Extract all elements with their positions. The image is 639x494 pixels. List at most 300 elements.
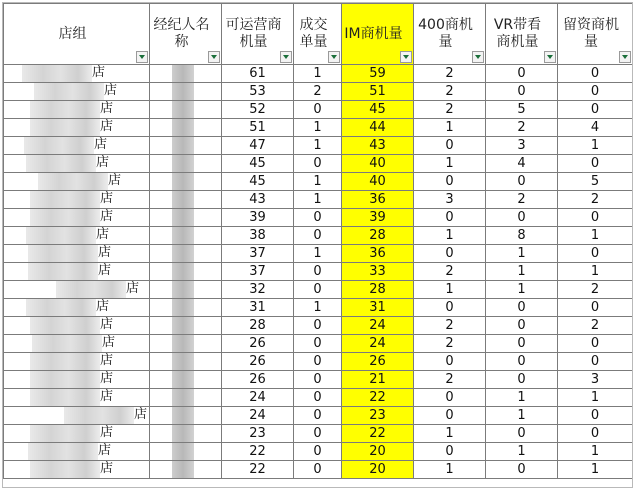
table-row[interactable] [4, 407, 633, 425]
cell-stay[interactable]: 0 [558, 83, 633, 101]
cell-call400[interactable]: 1 [414, 425, 486, 443]
redacted-mosaic [30, 119, 100, 136]
store-suffix: 店 [96, 227, 110, 242]
cell-store[interactable] [4, 101, 150, 119]
redacted-mosaic [28, 443, 98, 460]
redacted-mosaic [172, 299, 194, 316]
table-row[interactable] [4, 209, 633, 227]
cell-deal[interactable]: 0 [294, 281, 342, 299]
store-suffix: 店 [100, 119, 114, 134]
cell-agent[interactable] [150, 83, 222, 101]
cell-call400[interactable]: 2 [414, 317, 486, 335]
cell-stay[interactable]: 2 [558, 317, 633, 335]
table-row[interactable] [4, 173, 633, 191]
redacted-mosaic [172, 371, 194, 388]
cell-operable[interactable]: 37 [222, 245, 294, 263]
filter-dropdown-icon[interactable] [280, 51, 292, 63]
cell-stay[interactable]: 0 [558, 65, 633, 83]
filter-dropdown-icon[interactable] [208, 51, 220, 63]
redacted-mosaic [172, 443, 194, 460]
cell-im[interactable]: 40 [342, 173, 414, 191]
cell-operable[interactable]: 37 [222, 263, 294, 281]
redacted-mosaic [172, 101, 194, 118]
cell-im[interactable]: 39 [342, 209, 414, 227]
redacted-mosaic [32, 335, 102, 352]
cell-vr[interactable]: 0 [486, 317, 558, 335]
cell-agent[interactable] [150, 425, 222, 443]
cell-im[interactable]: 36 [342, 191, 414, 209]
cell-deal[interactable]: 1 [294, 137, 342, 155]
redacted-mosaic [30, 101, 100, 118]
cell-stay[interactable]: 1 [558, 263, 633, 281]
store-suffix: 店 [100, 461, 114, 476]
header-operable [222, 4, 294, 65]
filter-dropdown-icon[interactable] [328, 51, 340, 63]
cell-vr[interactable]: 1 [486, 245, 558, 263]
cell-vr[interactable]: 0 [486, 65, 558, 83]
cell-store[interactable] [4, 389, 150, 407]
store-suffix: 店 [94, 137, 108, 152]
cell-operable[interactable]: 23 [222, 425, 294, 443]
redacted-mosaic [34, 83, 104, 100]
redacted-mosaic [30, 389, 100, 406]
cell-vr[interactable]: 2 [486, 119, 558, 137]
cell-vr[interactable]: 0 [486, 299, 558, 317]
store-suffix: 店 [134, 407, 148, 422]
cell-store[interactable] [4, 65, 150, 83]
cell-im[interactable]: 40 [342, 155, 414, 173]
store-suffix: 店 [126, 281, 140, 296]
cell-call400[interactable]: 0 [414, 389, 486, 407]
cell-vr[interactable]: 8 [486, 227, 558, 245]
cell-stay[interactable]: 0 [558, 155, 633, 173]
cell-store[interactable] [4, 335, 150, 353]
cell-deal[interactable]: 1 [294, 191, 342, 209]
store-suffix: 店 [108, 173, 122, 188]
cell-deal[interactable]: 1 [294, 119, 342, 137]
cell-stay[interactable]: 0 [558, 299, 633, 317]
cell-stay[interactable]: 0 [558, 353, 633, 371]
cell-store[interactable] [4, 263, 150, 281]
redacted-mosaic [30, 353, 100, 370]
cell-operable[interactable]: 45 [222, 173, 294, 191]
cell-call400[interactable]: 0 [414, 209, 486, 227]
cell-deal[interactable]: 0 [294, 101, 342, 119]
cell-im[interactable]: 36 [342, 245, 414, 263]
table-row[interactable] [4, 371, 633, 389]
cell-vr[interactable]: 1 [486, 407, 558, 425]
cell-operable[interactable]: 28 [222, 317, 294, 335]
table-row[interactable] [4, 83, 633, 101]
redacted-mosaic [172, 119, 194, 136]
table-row[interactable] [4, 281, 633, 299]
cell-call400[interactable]: 2 [414, 263, 486, 281]
cell-im[interactable]: 24 [342, 317, 414, 335]
cell-operable[interactable]: 26 [222, 353, 294, 371]
cell-agent[interactable] [150, 353, 222, 371]
cell-vr[interactable]: 1 [486, 443, 558, 461]
store-suffix: 店 [104, 83, 118, 98]
cell-agent[interactable] [150, 317, 222, 335]
store-suffix: 店 [100, 389, 114, 404]
cell-operable[interactable]: 31 [222, 299, 294, 317]
cell-deal[interactable]: 0 [294, 443, 342, 461]
cell-deal[interactable]: 0 [294, 155, 342, 173]
cell-store[interactable] [4, 119, 150, 137]
cell-operable[interactable]: 39 [222, 209, 294, 227]
header-stay-label: 留资商机量 [563, 17, 619, 50]
cell-stay[interactable]: 3 [558, 371, 633, 389]
header-vr [486, 4, 558, 65]
cell-stay[interactable]: 0 [558, 335, 633, 353]
cell-deal[interactable]: 1 [294, 65, 342, 83]
cell-call400[interactable]: 3 [414, 191, 486, 209]
cell-operable[interactable]: 52 [222, 101, 294, 119]
cell-vr[interactable]: 0 [486, 209, 558, 227]
cell-im[interactable]: 31 [342, 299, 414, 317]
cell-agent[interactable] [150, 173, 222, 191]
redacted-mosaic [172, 353, 194, 370]
store-suffix: 店 [92, 65, 106, 80]
cell-im[interactable]: 44 [342, 119, 414, 137]
cell-im[interactable]: 26 [342, 353, 414, 371]
cell-vr[interactable]: 0 [486, 335, 558, 353]
cell-vr[interactable]: 0 [486, 461, 558, 479]
redacted-mosaic [172, 263, 194, 280]
cell-call400[interactable]: 0 [414, 443, 486, 461]
redacted-mosaic [64, 407, 134, 424]
cell-agent[interactable] [150, 65, 222, 83]
redacted-mosaic [172, 191, 194, 208]
header-stay [558, 4, 633, 65]
redacted-mosaic [30, 425, 100, 442]
cell-vr[interactable]: 3 [486, 137, 558, 155]
cell-vr[interactable]: 0 [486, 425, 558, 443]
store-suffix: 店 [100, 425, 114, 440]
header-row [4, 4, 633, 65]
cell-store[interactable] [4, 173, 150, 191]
table-row[interactable] [4, 119, 633, 137]
cell-store[interactable] [4, 353, 150, 371]
cell-store[interactable] [4, 299, 150, 317]
cell-vr[interactable]: 0 [486, 371, 558, 389]
cell-vr[interactable]: 1 [486, 263, 558, 281]
cell-vr[interactable]: 1 [486, 389, 558, 407]
redacted-mosaic [26, 227, 96, 244]
cell-store[interactable] [4, 227, 150, 245]
redacted-mosaic [26, 299, 96, 316]
cell-stay[interactable]: 1 [558, 137, 633, 155]
cell-im[interactable]: 59 [342, 65, 414, 83]
cell-agent[interactable] [150, 227, 222, 245]
header-400 [414, 4, 486, 65]
redacted-mosaic [172, 461, 194, 478]
cell-agent[interactable] [150, 209, 222, 227]
cell-call400[interactable]: 2 [414, 101, 486, 119]
table-row[interactable] [4, 317, 633, 335]
cell-agent[interactable] [150, 371, 222, 389]
cell-operable[interactable]: 43 [222, 191, 294, 209]
cell-agent[interactable] [150, 137, 222, 155]
table-row[interactable] [4, 299, 633, 317]
header-deal [294, 4, 342, 65]
cell-im[interactable]: 21 [342, 371, 414, 389]
cell-operable[interactable]: 22 [222, 461, 294, 479]
redacted-mosaic [172, 245, 194, 262]
cell-operable[interactable]: 51 [222, 119, 294, 137]
table-row[interactable] [4, 101, 633, 119]
cell-call400[interactable]: 1 [414, 119, 486, 137]
cell-agent[interactable] [150, 443, 222, 461]
cell-deal[interactable]: 0 [294, 461, 342, 479]
cell-store[interactable] [4, 425, 150, 443]
cell-stay[interactable]: 0 [558, 407, 633, 425]
filter-dropdown-icon[interactable] [136, 51, 148, 63]
cell-call400[interactable]: 1 [414, 227, 486, 245]
table-row[interactable] [4, 443, 633, 461]
cell-call400[interactable]: 1 [414, 281, 486, 299]
cell-im[interactable]: 28 [342, 227, 414, 245]
cell-vr[interactable]: 1 [486, 281, 558, 299]
data-table [3, 3, 633, 479]
cell-store[interactable] [4, 407, 150, 425]
store-suffix: 店 [100, 353, 114, 368]
cell-call400[interactable]: 0 [414, 407, 486, 425]
store-suffix: 店 [102, 335, 116, 350]
cell-store[interactable] [4, 443, 150, 461]
header-deal-label: 成交单量 [299, 17, 328, 50]
redacted-mosaic [172, 317, 194, 334]
redacted-mosaic [172, 65, 194, 82]
cell-im[interactable]: 51 [342, 83, 414, 101]
cell-operable[interactable]: 38 [222, 227, 294, 245]
table-row[interactable] [4, 353, 633, 371]
cell-stay[interactable]: 4 [558, 119, 633, 137]
cell-im[interactable]: 20 [342, 443, 414, 461]
cell-vr[interactable]: 2 [486, 191, 558, 209]
cell-store[interactable] [4, 155, 150, 173]
cell-operable[interactable]: 24 [222, 407, 294, 425]
redacted-mosaic [30, 209, 100, 226]
cell-agent[interactable] [150, 245, 222, 263]
cell-im[interactable]: 33 [342, 263, 414, 281]
header-agent [150, 4, 222, 65]
cell-deal[interactable]: 1 [294, 245, 342, 263]
header-im [342, 4, 414, 65]
store-suffix: 店 [98, 443, 112, 458]
cell-deal[interactable]: 0 [294, 371, 342, 389]
cell-agent[interactable] [150, 335, 222, 353]
cell-stay[interactable]: 2 [558, 281, 633, 299]
cell-operable[interactable]: 47 [222, 137, 294, 155]
cell-agent[interactable] [150, 389, 222, 407]
cell-call400[interactable]: 1 [414, 461, 486, 479]
store-suffix: 店 [100, 209, 114, 224]
cell-call400[interactable]: 0 [414, 137, 486, 155]
cell-store[interactable] [4, 209, 150, 227]
cell-deal[interactable]: 0 [294, 353, 342, 371]
redacted-mosaic [172, 389, 194, 406]
cell-im[interactable]: 24 [342, 335, 414, 353]
header-im-label: IM商机量 [344, 25, 403, 42]
cell-call400[interactable]: 2 [414, 335, 486, 353]
redacted-mosaic [172, 425, 194, 442]
redacted-mosaic [172, 83, 194, 100]
cell-operable[interactable]: 22 [222, 443, 294, 461]
redacted-mosaic [56, 281, 126, 298]
cell-vr[interactable]: 0 [486, 173, 558, 191]
cell-stay[interactable]: 1 [558, 443, 633, 461]
filter-dropdown-icon[interactable] [400, 51, 412, 63]
cell-im[interactable]: 23 [342, 407, 414, 425]
spreadsheet [2, 2, 633, 488]
cell-deal[interactable]: 0 [294, 227, 342, 245]
cell-stay[interactable]: 2 [558, 191, 633, 209]
table-body [4, 65, 633, 479]
table-row[interactable] [4, 425, 633, 443]
cell-vr[interactable]: 0 [486, 83, 558, 101]
cell-agent[interactable] [150, 119, 222, 137]
store-suffix: 店 [98, 245, 112, 260]
filter-dropdown-icon[interactable] [619, 51, 631, 63]
cell-deal[interactable]: 2 [294, 83, 342, 101]
cell-call400[interactable]: 2 [414, 83, 486, 101]
cell-call400[interactable]: 0 [414, 299, 486, 317]
cell-store[interactable] [4, 245, 150, 263]
redacted-mosaic [28, 263, 98, 280]
header-agent-label: 经纪人名称 [153, 17, 210, 50]
cell-stay[interactable]: 0 [558, 101, 633, 119]
cell-agent[interactable] [150, 407, 222, 425]
header-400-label: 400商机量 [418, 17, 473, 50]
cell-agent[interactable] [150, 281, 222, 299]
cell-im[interactable]: 28 [342, 281, 414, 299]
cell-vr[interactable]: 0 [486, 353, 558, 371]
cell-operable[interactable]: 26 [222, 371, 294, 389]
cell-agent[interactable] [150, 155, 222, 173]
cell-store[interactable] [4, 281, 150, 299]
cell-deal[interactable]: 0 [294, 407, 342, 425]
cell-deal[interactable]: 0 [294, 335, 342, 353]
table-row[interactable] [4, 461, 633, 479]
cell-agent[interactable] [150, 461, 222, 479]
redacted-mosaic [30, 371, 100, 388]
cell-operable[interactable]: 61 [222, 65, 294, 83]
redacted-mosaic [172, 407, 194, 424]
store-suffix: 店 [100, 317, 114, 332]
cell-call400[interactable]: 0 [414, 353, 486, 371]
cell-deal[interactable]: 0 [294, 317, 342, 335]
cell-operable[interactable]: 45 [222, 155, 294, 173]
table-row[interactable] [4, 137, 633, 155]
cell-operable[interactable]: 32 [222, 281, 294, 299]
cell-store[interactable] [4, 371, 150, 389]
cell-im[interactable]: 43 [342, 137, 414, 155]
redacted-mosaic [172, 227, 194, 244]
cell-stay[interactable]: 1 [558, 389, 633, 407]
cell-stay[interactable]: 0 [558, 245, 633, 263]
cell-operable[interactable]: 24 [222, 389, 294, 407]
cell-deal[interactable]: 1 [294, 173, 342, 191]
cell-agent[interactable] [150, 299, 222, 317]
cell-store[interactable] [4, 461, 150, 479]
cell-deal[interactable]: 1 [294, 299, 342, 317]
header-store-label: 店组 [58, 25, 87, 42]
cell-call400[interactable]: 0 [414, 173, 486, 191]
cell-agent[interactable] [150, 101, 222, 119]
cell-operable[interactable]: 53 [222, 83, 294, 101]
store-suffix: 店 [96, 155, 110, 170]
table-row[interactable] [4, 389, 633, 407]
cell-store[interactable] [4, 191, 150, 209]
redacted-mosaic [22, 65, 92, 82]
redacted-mosaic [172, 281, 194, 298]
cell-operable[interactable]: 26 [222, 335, 294, 353]
cell-stay[interactable]: 5 [558, 173, 633, 191]
cell-call400[interactable]: 1 [414, 155, 486, 173]
cell-im[interactable]: 22 [342, 425, 414, 443]
cell-stay[interactable]: 0 [558, 425, 633, 443]
cell-agent[interactable] [150, 263, 222, 281]
filter-dropdown-icon[interactable] [544, 51, 556, 63]
table-row[interactable] [4, 335, 633, 353]
cell-im[interactable]: 20 [342, 461, 414, 479]
header-vr-label: VR带看商机量 [493, 17, 542, 50]
table-row[interactable] [4, 263, 633, 281]
cell-stay[interactable]: 1 [558, 461, 633, 479]
cell-store[interactable] [4, 317, 150, 335]
cell-store[interactable] [4, 137, 150, 155]
cell-call400[interactable]: 2 [414, 371, 486, 389]
redacted-mosaic [28, 245, 98, 262]
store-suffix: 店 [100, 101, 114, 116]
redacted-mosaic [172, 209, 194, 226]
header-store [4, 4, 150, 65]
table-row[interactable] [4, 155, 633, 173]
cell-im[interactable]: 45 [342, 101, 414, 119]
redacted-mosaic [24, 137, 94, 154]
cell-stay[interactable]: 0 [558, 209, 633, 227]
cell-agent[interactable] [150, 191, 222, 209]
cell-im[interactable]: 22 [342, 389, 414, 407]
redacted-mosaic [172, 155, 194, 172]
store-suffix: 店 [100, 191, 114, 206]
cell-store[interactable] [4, 83, 150, 101]
cell-vr[interactable]: 4 [486, 155, 558, 173]
redacted-mosaic [26, 155, 96, 172]
redacted-mosaic [30, 461, 100, 478]
store-suffix: 店 [100, 371, 114, 386]
store-suffix: 店 [98, 263, 112, 278]
filter-dropdown-icon[interactable] [472, 51, 484, 63]
cell-stay[interactable]: 1 [558, 227, 633, 245]
cell-deal[interactable]: 0 [294, 425, 342, 443]
table-row[interactable] [4, 191, 633, 209]
table-row[interactable] [4, 227, 633, 245]
cell-deal[interactable]: 0 [294, 263, 342, 281]
cell-call400[interactable]: 2 [414, 65, 486, 83]
store-suffix: 店 [96, 299, 110, 314]
redacted-mosaic [172, 335, 194, 352]
table-row[interactable] [4, 245, 633, 263]
table-row[interactable] [4, 65, 633, 83]
cell-vr[interactable]: 5 [486, 101, 558, 119]
redacted-mosaic [38, 173, 108, 190]
cell-deal[interactable]: 0 [294, 209, 342, 227]
redacted-mosaic [172, 173, 194, 190]
cell-deal[interactable]: 0 [294, 389, 342, 407]
cell-call400[interactable]: 0 [414, 245, 486, 263]
